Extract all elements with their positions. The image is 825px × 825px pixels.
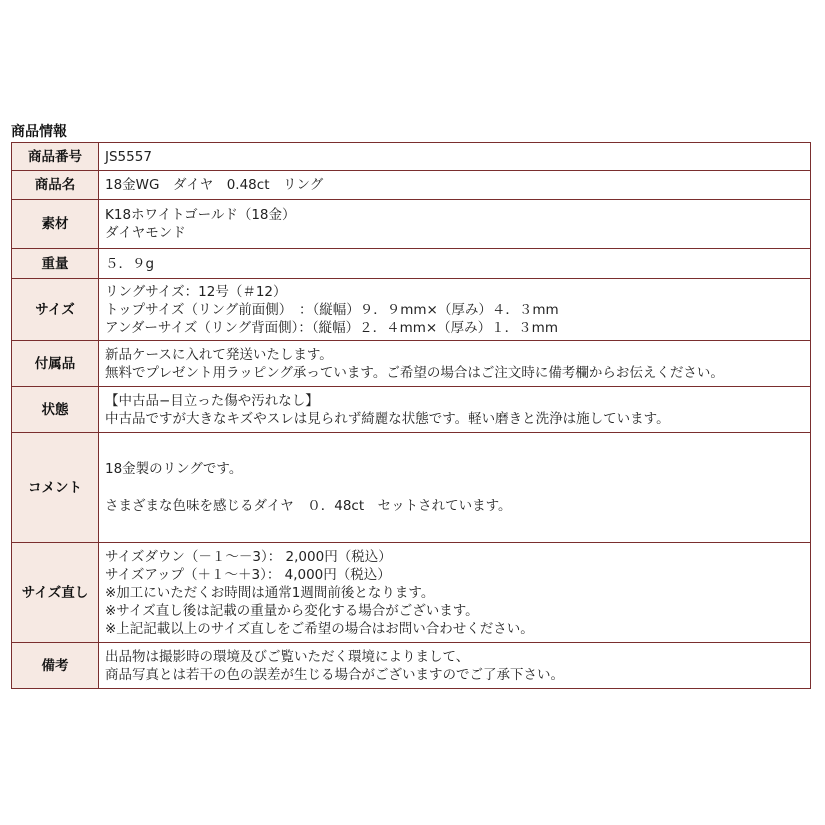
value-notes	[99, 643, 811, 689]
label-material: 素材	[12, 200, 99, 249]
row-product-name	[12, 171, 811, 200]
label-accessories: 付属品	[12, 341, 99, 387]
label-product-number: 商品番号	[12, 143, 99, 171]
material-line: K18ホワイトゴールド（18金）	[105, 207, 296, 223]
comment-line: 18金製のリングです。	[105, 461, 243, 477]
row-notes	[12, 643, 811, 689]
resize-line: サイズアップ（＋１～＋3）： 4,000円（税込）	[105, 566, 391, 583]
value-weight: ５．９g	[99, 249, 811, 279]
resize-line: ※上記記載以上のサイズ直しをご希望の場合はお問い合わせください。	[105, 620, 534, 637]
row-material	[12, 200, 811, 249]
value-resize	[99, 543, 811, 643]
value-product-number: JS5557	[99, 143, 811, 171]
row-resize	[12, 543, 811, 643]
label-condition: 状態	[12, 387, 99, 433]
section-title: 商品情報	[11, 124, 67, 140]
row-comment	[12, 433, 811, 543]
row-product-number	[12, 143, 811, 171]
size-line: トップサイズ（リング前面側） ：（縦幅）９．９mm×（厚み）４．３mm	[105, 301, 559, 318]
comment-line: さまざまな色味を感じるダイヤ ０．48ct セットされています。	[105, 498, 512, 514]
resize-line: ※加工にいただくお時間は通常1週間前後となります。	[105, 584, 435, 601]
label-comment: コメント	[12, 433, 99, 543]
notes-line: 商品写真とは若干の色の誤差が生じる場合がございますのでご了承下さい。	[105, 666, 564, 683]
comment-spacer	[105, 478, 804, 497]
resize-line: サイズダウン（－１～－3）： 2,000円（税込）	[105, 548, 392, 565]
row-weight	[12, 249, 811, 279]
accessories-line: 無料でプレゼント用ラッピング承っています。ご希望の場合はご注文時に備考欄からお伝えください。	[105, 364, 724, 381]
label-notes: 備考	[12, 643, 99, 689]
label-product-name: 商品名	[12, 171, 99, 200]
size-line: アンダーサイズ（リング背面側）：（縦幅）２．４mm×（厚み）１．３mm	[105, 319, 558, 336]
row-accessories	[12, 341, 811, 387]
accessories-line: 新品ケースに入れて発送いたします。	[105, 346, 333, 363]
size-line: リングサイズ：12号（＃12）	[105, 283, 287, 300]
value-condition	[99, 387, 811, 433]
value-comment	[99, 433, 811, 543]
row-condition	[12, 387, 811, 433]
product-info-table	[11, 142, 811, 689]
value-accessories	[99, 341, 811, 387]
notes-line: 出品物は撮影時の環境及びご覧いただく環境によりまして、	[105, 648, 470, 665]
material-line: ダイヤモンド	[105, 225, 186, 241]
resize-line: ※サイズ直し後は記載の重量から変化する場合がございます。	[105, 602, 479, 619]
value-size	[99, 279, 811, 341]
condition-line: 【中古品−目立った傷や汚れなし】	[105, 392, 319, 409]
condition-line: 中古品ですが大きなキズやスレは見られず綺麗な状態です。軽い磨きと洗浄は施しています。	[105, 410, 670, 427]
label-resize: サイズ直し	[12, 543, 99, 643]
label-size: サイズ	[12, 279, 99, 341]
value-product-name: 18金WG ダイヤ 0.48ct リング	[99, 171, 811, 200]
label-weight: 重量	[12, 249, 99, 279]
row-size	[12, 279, 811, 341]
value-material	[99, 200, 811, 249]
